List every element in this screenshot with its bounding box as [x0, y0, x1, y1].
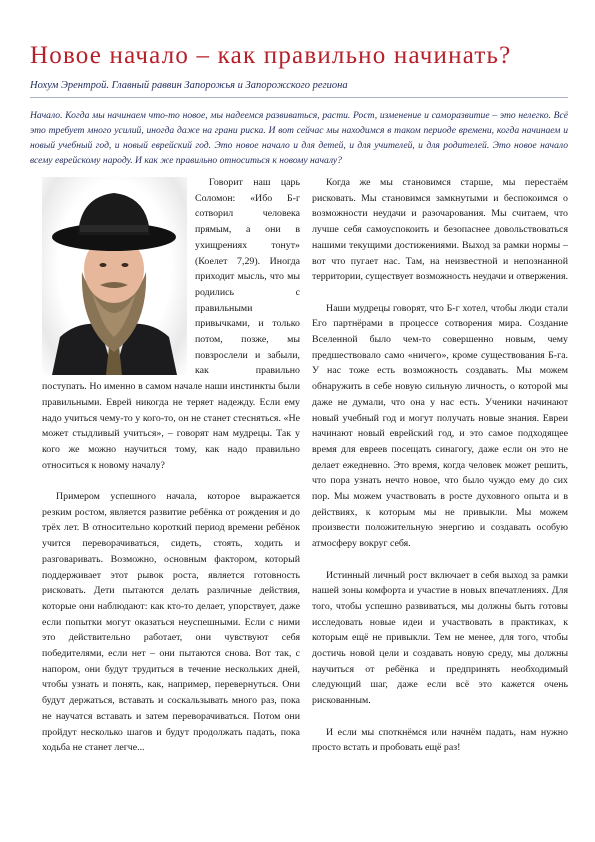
author-photo	[42, 177, 187, 375]
right-paragraph-2: Наши мудрецы говорят, что Б-г хотел, чтобы люди стали Его партнёрами в процессе сотворения мира. Создание Вселенной было чем-то совершенно новым, чему предшествовало само «ничего», кроме существования Б-га. У нас тоже есть возможность создавать. Мы можем обнаружить в себе новую сильную личность, о которой мы даже не думали, что она у нас есть. Ученики начинают новый учебный год и могут получать новые знания. Евреи начинают новый еврейский год, и это самое подходящее время для евреев посещать синагогу, даже если он это не делает ежедневно. Это время, когда человек может решить, что пора узнать нечто новое, что было чуждо ему до сих пор. Мы можем участвовать в росте духовного опыта и в действиях, к которым мы не привыкли. Мы можем произвести положительную энергию и создавать особую атмосферу вокруг себя.	[312, 302, 568, 550]
rabbi-portrait-image	[42, 177, 187, 375]
left-column	[42, 175, 300, 772]
right-paragraph-4: И если мы споткнёмся или начнём падать, нам нужно просто встать и пробовать ещё раз!	[312, 726, 568, 754]
left-paragraph-1: Говорит наш царь Соломон: «Ибо Б-г сотворил человека прямым, а они в ухищрениях тонут» (Коелет 7,29). Иногда приходит мысль, что мы родились с правильными привычками, и только потом, позже, мы повзрослели и забыли, как правильно поступать. Но именно в самом начале наши инстинкты были правильными. Еврей никогда не теряет надежду. Если ему надо учиться чему-то у кого-то, он не станет стесняться. «Не может стыдливый учиться», – говорят нам мудрецы. Так у кого же можно научиться тому, как надо правильно относиться к новому началу?	[42, 177, 300, 471]
lead-paragraph: Начало. Когда мы начинаем что-то новое, мы надеемся развиваться, расти. Рост, изменение и саморазвитие – это нелегко. Всё это требует много усилий, иногда даже на грани риска. И вот сейчас мы находимся в таком периоде времени, когда начинаем и новый учебный год, и новый еврейский год. Это новое начало и для детей, и для учителей, и для родителей. Это новое начало всему еврейскому народу. И как же правильно относиться к новому началу?	[30, 110, 568, 166]
header-divider	[30, 97, 568, 98]
left-paragraph-2: Примером успешного начала, которое выражается резким ростом, является развитие ребёнка от рождения и до трёх лет. В относительно короткий период времени ребёнок учится переворачиваться, сидеть, стоять, ходить и разговаривать. Возможно, основным фактором, который поддерживает этот рывок роста, является готовность рисковать. Дети пытаются делать различные действия, которые они наблюдают: как кто-то делает, упорствует, даже если попытки могут оказаться неуспешными. Если с ними это действительно работает, они чувствуют себя победителями, если нет – они пытаются снова. Вот так, с напором, они будут трудиться в течение нескольких дней, чтобы узнать и понять, как, например, перевернуться. Они будут держаться, вставать и соскальзывать много раз, пока не научатся вставать и затем переворачиваться. Потом они пройдут несколько шагов и будут продолжать падать, пока ходьба не станет легче...	[42, 491, 300, 754]
author-byline: Нохум Эрентрой. Главный раввин Запорожья и Запорожского региона	[30, 80, 348, 91]
article-title: Новое начало – как правильно начинать?	[30, 42, 512, 69]
right-paragraph-3: Истинный личный рост включает в себя выход за рамки нашей зоны комфорта и участие в новых впечатлениях. Для того, чтобы успешно развиваться, мы должны быть готовы исследовать новые идеи и участвовать в практиках, к которым ещё не привыкли. Тем не менее, для того, чтобы достичь новой цели и создавать новую среду, мы должны научиться от ребёнка и предпринять необходимый следующий шаг, даже если всё это кажется очень рискованным.	[312, 569, 568, 707]
right-column	[312, 175, 568, 772]
right-paragraph-1: Когда же мы становимся старше, мы перестаём рисковать. Мы становимся замкнутыми и беспокоимся о возможности неудачи и разочарования. Мы считаем, что лучше себя самоуспокоить и безопаснее довольствоваться нашими текущими достижениями. Выход за рамки нормы – вот что пугает нас. Там, на неизвестной и непознанной территории, существует возможность неудачи и отвержения.	[312, 177, 568, 283]
